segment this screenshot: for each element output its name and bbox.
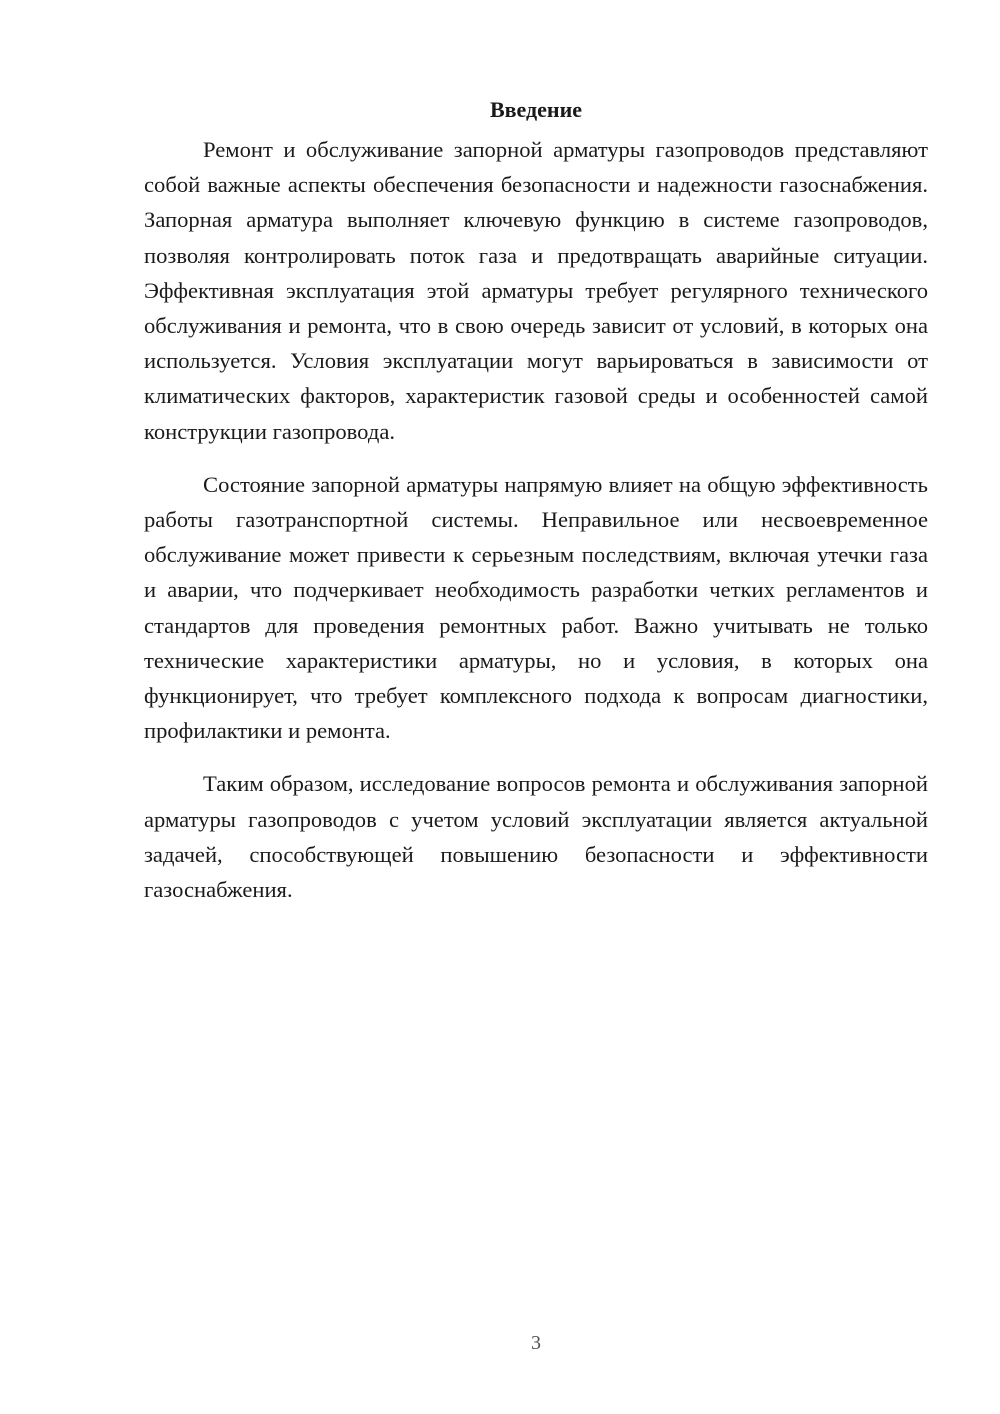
paragraph-2: Состояние запорной арматуры напрямую влияет на общую эффективность работы газотранспортной системы. Неправильное или несвоевременное обслуживание может привести к серьезным последствиям, включая утечки газа и аварии, что подчеркивает необходимость разработки четких регламентов и стандартов для проведения ремонтных работ. Важно учитывать не только технические характеристики арматуры, но и условия, в которых она функционирует, что требует комплексного подхода к вопросам диагностики, профилактики и ремонта.: [144, 471, 928, 744]
paragraph-1: Ремонт и обслуживание запорной арматуры газопроводов представляют собой важные аспекты обеспечения безопасности и надежности газоснабжения. Запорная арматура выполняет ключевую функцию в системе газопроводов, позволяя контролировать поток газа и предотвращать аварийные ситуации. Эффективная эксплуатация этой арматуры требует регулярного технического обслуживания и ремонта, что в свою очередь зависит от условий, в которых она используется. Условия эксплуатации могут варьироваться в зависимости от климатических факторов, характеристик газовой среды и особенностей самой конструкции газопровода.: [144, 137, 928, 444]
page-number: 3: [531, 1332, 541, 1354]
page-content: [144, 92, 928, 925]
paragraph-3: Таким образом, исследование вопросов ремонта и обслуживания запорной арматуры газопроводов с учетом условий эксплуатации является актуальной задачей, способствующей повышению безопасности и эффективности газоснабжения.: [144, 771, 928, 903]
section-title: Введение: [489, 97, 583, 122]
